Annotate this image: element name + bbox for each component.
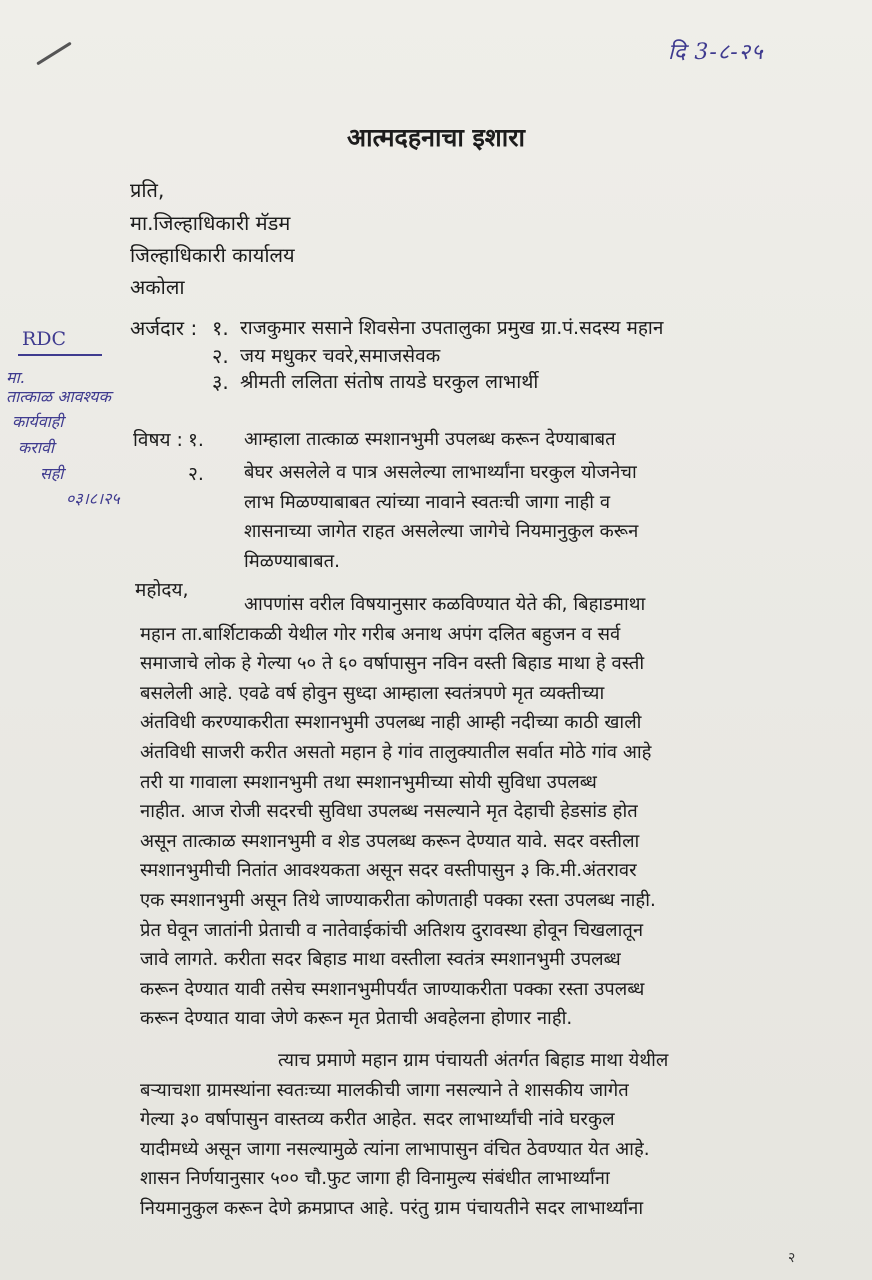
margin-note-line-2: मा.	[6, 368, 25, 387]
paragraph-line: असून तात्काळ स्मशानभुमी व शेड उपलब्ध करून देण्यात यावे. सदर वस्तीला	[140, 830, 640, 852]
applicant-1-number: १.	[212, 316, 229, 340]
paragraph-line: शासन निर्णयानुसार ५०० चौ.फुट जागा ही विनामुल्य संबंधीत लाभार्थ्यांना	[140, 1168, 610, 1190]
subject-1-number: १.	[188, 429, 204, 451]
paragraph-line: जावे लागते. करीता सदर बिहाड माथा वस्तीला स्वतंत्र स्मशानभुमी उपलब्ध	[140, 949, 621, 971]
body-paragraph-1	[140, 590, 830, 1034]
paragraph-line: यादीमध्ये असून जागा नसल्यामुळे त्यांना लाभापासुन वंचित ठेवण्यात येत आहे.	[140, 1138, 650, 1160]
paragraph-line: नियमानुकुल करून देणे क्रमप्राप्त आहे. परंतु ग्राम पंचायतीने सदर लाभार्थ्यांना	[140, 1197, 644, 1219]
handwritten-date: दि 3-८-२५	[668, 40, 764, 65]
salutation: महोदय,	[135, 579, 189, 601]
paragraph-line: करून देण्यात यावा जेणे करून मृत प्रेताची अवहेलना होणार नाही.	[140, 1008, 573, 1030]
margin-note-signature: सही	[40, 464, 64, 483]
paragraph-line: करून देण्यात यावी तसेच स्मशानभुमीपर्यंत जाण्याकरीता पक्का रस्ता उपलब्ध	[140, 978, 645, 1000]
paragraph-line: अंतविधी करण्याकरीता स्मशानभुमी उपलब्ध नाही आम्ही नदीच्या काठी खाली	[140, 712, 642, 734]
subject-2-line: शासनाच्या जागेत राहत असलेल्या जागेचे नियमानुकुल करून	[244, 521, 639, 543]
paragraph-line: प्रेत घेवून जातांनी प्रेताची व नातेवाईकांची अतिशय दुरावस्था होवून चिखलातून	[140, 919, 644, 941]
subject-2-line: बेघर असलेले व पात्र असलेल्या लाभार्थ्यांना घरकुल योजनेचा	[244, 462, 637, 483]
subject-2-text	[244, 458, 794, 576]
margin-note-line-4: कार्यवाही	[12, 412, 64, 431]
applicant-1-text: राजकुमार ससाने शिवसेना उपतालुका प्रमुख ग्रा.पं.सदस्य महान	[240, 317, 664, 339]
margin-note-line-5: करावी	[18, 438, 55, 457]
subject-2-line: लाभ मिळण्याबाबत त्यांच्या नावाने स्वतःची जागा नाही व	[244, 491, 611, 513]
applicant-3-number: ३.	[212, 370, 229, 394]
paragraph-line: नाहीत. आज रोजी सदरची सुविधा उपलब्ध नसल्याने मृत देहाची हेडसांड होत	[140, 801, 638, 823]
subject-2-line: मिळण्याबाबत.	[244, 550, 340, 572]
paragraph-line: अंतविधी साजरी करीत असतो महान हे गांव तालुक्यातील सर्वात मोठे गांव आहे	[140, 741, 652, 763]
page-number: २	[788, 1250, 796, 1266]
margin-note-rdc: RDC	[22, 328, 67, 350]
paragraph-line: आपणांस वरील विषयानुसार कळविण्यात येते की, बिहाडमाथा	[244, 594, 646, 615]
subject-label: विषय :	[133, 429, 183, 451]
margin-note-date: ०३।८।२५	[66, 489, 120, 508]
paragraph-line: समाजाचे लोक हे गेल्या ५० ते ६० वर्षापासुन नविन वस्ती बिहाड माथा हे वस्ती	[140, 653, 645, 675]
paragraph-line: महान ता.बार्शिटाकळी येथील गोर गरीब अनाथ अपंग दलित बहुजन व सर्व	[140, 623, 621, 645]
recipient-prefix: प्रति,	[130, 178, 165, 202]
subject-2-number: २.	[188, 463, 204, 485]
paragraph-line: गेल्या ३० वर्षापासुन वास्तव्य करीत आहेत. सदर लाभार्थ्यांची नांवे घरकुल	[140, 1109, 615, 1131]
paragraph-line: स्मशानभुमीची नितांत आवश्यकता असून सदर वस्तीपासुन ३ कि.मी.अंतरावर	[140, 860, 637, 882]
margin-note-line-3: तात्काळ आवश्यक	[6, 387, 111, 406]
pen-stroke-mark	[36, 42, 72, 66]
applicants-label: अर्जदार :	[130, 316, 198, 340]
applicant-2-number: २.	[212, 344, 229, 368]
paragraph-line: त्याच प्रमाणे महान ग्राम पंचायती अंतर्गत बिहाड माथा येथील	[278, 1050, 669, 1071]
paragraph-line: एक स्मशानभुमी असून तिथे जाण्याकरीता कोणताही पक्का रस्ता उपलब्ध नाही.	[140, 889, 656, 911]
margin-note-underline	[18, 354, 102, 356]
applicant-3-text: श्रीमती ललिता संतोष तायडे घरकुल लाभार्थी	[240, 371, 539, 393]
paragraph-line: तरी या गावाला स्मशानभुमी तथा स्मशानभुमीच्या सोयी सुविधा उपलब्ध	[140, 771, 597, 793]
applicant-2-text: जय मधुकर चवरे,समाजसेवक	[240, 345, 441, 367]
paragraph-line: बऱ्याचशा ग्रामस्थांना स्वतःच्या मालकीची जागा नसल्याने ते शासकीय जागेत	[140, 1079, 629, 1101]
body-paragraph-2	[140, 1046, 830, 1224]
subject-1-text: आम्हाला तात्काळ स्मशानभुमी उपलब्ध करून देण्याबाबत	[244, 429, 616, 450]
paragraph-line: बसलेली आहे. एवढे वर्ष होवुन सुध्दा आम्हाला स्वतंत्रपणे मृत व्यक्तीच्या	[140, 682, 605, 704]
letter-title: आत्मदहनाचा इशारा	[347, 123, 525, 152]
recipient-line-1: मा.जिल्हाधिकारी मॅडम	[130, 211, 291, 235]
recipient-line-3: अकोला	[130, 275, 185, 299]
recipient-line-2: जिल्हाधिकारी कार्यालय	[130, 243, 295, 267]
